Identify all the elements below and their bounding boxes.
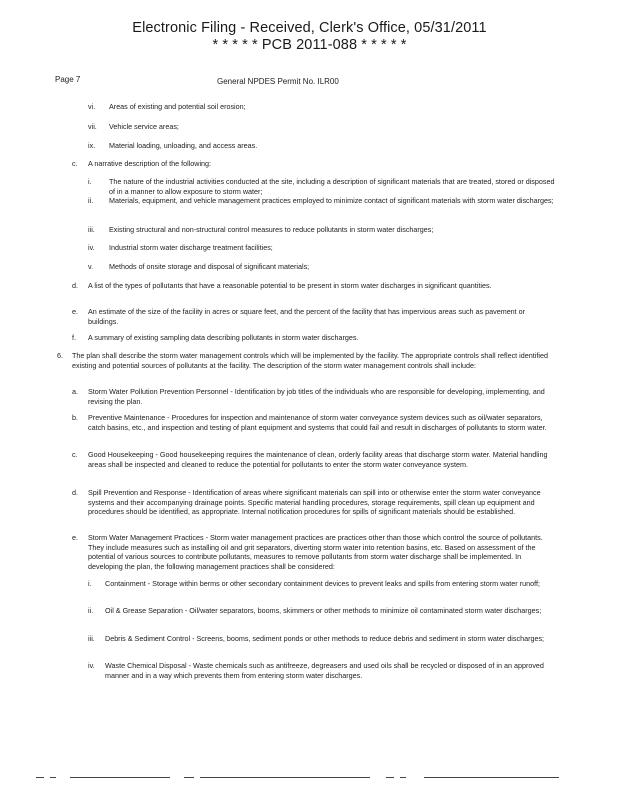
term-description: - Storm water management practices are practices other than those which control the source of pollutants. They include measures such as installing oil and grit separators, diverting storm water into retention basins, etc. Based on assessment of the potential of various sources to contribute pollutants, measures to remove pollutants from storm water discharge shall be implemented. In developing the plan, the following management practices shall be considered: [88,533,543,571]
list-marker: e. [72,307,78,316]
footer-rule [200,777,370,778]
list-marker: d. [72,488,78,497]
term-heading: Storm Water Pollution Prevention Personnel [88,387,229,396]
footer-rule [400,777,406,778]
footer-rule [36,777,44,778]
list-marker: ix. [88,141,96,150]
list-item-text [105,634,557,644]
page-title: General NPDES Permit No. ILR00 [217,77,339,86]
list-item-text: A narrative description of the following: [88,159,212,168]
footer-rule [50,777,56,778]
list-item-text [105,579,557,589]
list-item-text: The nature of the industrial activities conducted at the site, including a description of significant materials that are treated, stored or disposed of in a manner to allow exposure to storm water; [109,177,555,196]
list-marker: e. [72,533,78,542]
list-item-text: Methods of onsite storage and disposal of significant materials; [109,262,310,271]
term-description: - Identification by job titles of the individuals who are responsible for developing, implementing, and revising the plan. [88,387,545,406]
term-description: - Screens, booms, sediment ponds or other methods to reduce debris and sediment in storm water discharges; [190,634,545,643]
term-description: - Procedures for inspection and maintenance of storm water conveyance system devices such as oil/water separators, catch basins, etc., and inspection and testing of plant equipment and systems that could fail and result in discharges of pollutants to storm water. [88,413,547,432]
list-marker: ii. [88,606,94,615]
section-number: 6. [57,351,63,360]
list-item-text [88,488,556,517]
list-item-text: Vehicle service areas; [109,122,179,131]
list-marker: c. [72,159,78,168]
list-item-text: A summary of existing sampling data describing pollutants in storm water discharges. [88,333,359,342]
list-item-text [88,450,556,469]
list-item-text: A list of the types of pollutants that have a reasonable potential to be present in storm water discharges in significant quantities. [88,281,492,290]
term-heading: Oil & Grease Separation [105,606,183,615]
page-number: Page 7 [55,75,81,84]
term-heading: Preventive Maintenance [88,413,166,422]
list-item-text: Existing structural and non-structural control measures to reduce pollutants in storm water discharges; [109,225,434,234]
footer-rule [184,777,194,778]
list-marker: c. [72,450,78,459]
list-item-text: Areas of existing and potential soil erosion; [109,102,246,111]
list-marker: b. [72,413,78,422]
term-heading: Spill Prevention and Response [88,488,187,497]
list-marker: d. [72,281,78,290]
list-marker: iii. [88,225,95,234]
filing-stamp-line1: Electronic Filing - Received, Clerk's Office, 05/31/2011 [132,20,487,36]
list-item-text [88,533,556,571]
term-description: - Oil/water separators, booms, skimmers or other methods to minimize oil contaminated storm water discharges; [182,606,542,615]
list-item-text [88,387,556,406]
list-item-text: An estimate of the size of the facility in acres or square feet, and the percent of the facility that has impervious areas such as pavement or buildings. [88,307,526,326]
list-item-text: Materials, equipment, and vehicle management practices employed to minimize contact of significant materials with storm water discharges; [109,196,554,205]
list-marker: i. [88,177,92,186]
term-heading: Debris & Sediment Control [105,634,191,643]
term-description: - Storage within berms or other secondary containment devices to prevent leaks and spills from entering storm water runoff; [145,579,540,588]
list-item-text: Material loading, unloading, and access areas. [109,141,258,150]
term-description: - Waste chemicals such as antifreeze, degreasers and used oils shall be recycled or disposed of in an approved manner and in a way which prevents them from entering storm water discharges. [105,661,544,680]
footer-rule [386,777,394,778]
term-heading: Containment [105,579,146,588]
term-description: - Good housekeeping requires the maintenance of clean, orderly facility areas that discharge storm water. Material handling areas shall be inspected and cleaned to reduce the potential for pollutants to enter the storm water conveyance system. [88,450,548,469]
list-marker: vi. [88,102,96,111]
list-marker: f. [72,333,76,342]
list-marker: ii. [88,196,94,205]
list-item-text: Industrial storm water discharge treatment facilities; [109,243,273,252]
term-heading: Storm Water Management Practices [88,533,204,542]
list-item-text [88,413,556,432]
list-marker: v. [88,262,94,271]
term-heading: Waste Chemical Disposal [105,661,187,670]
list-marker: iii. [88,634,95,643]
list-marker: iv. [88,661,95,670]
term-description: - Identification of areas where significant materials can spill into or otherwise enter the storm water conveyance systems and their accompanying drainage points. Specific material handling procedures, storage requirements, spill clean up equipment and procedures should be identified, as appropriate. Internal notification procedures for spills of significant materials should be established. [88,488,541,517]
section-text: The plan shall describe the storm water management controls which will be implemented by the facility. The appropriate controls shall reflect identified existing and potential sources of pollutants at the facility. The description of the storm water management controls shall include: [72,351,548,370]
footer-rule [424,777,559,778]
list-marker: i. [88,579,92,588]
list-item-text [105,661,557,680]
footer-rule [70,777,170,778]
term-heading: Good Housekeeping [88,450,154,459]
list-marker: iv. [88,243,95,252]
list-marker: a. [72,387,78,396]
list-item-text [105,606,557,616]
list-marker: vii. [88,122,97,131]
filing-stamp-line2: * * * * * PCB 2011-088 * * * * * [212,37,407,53]
